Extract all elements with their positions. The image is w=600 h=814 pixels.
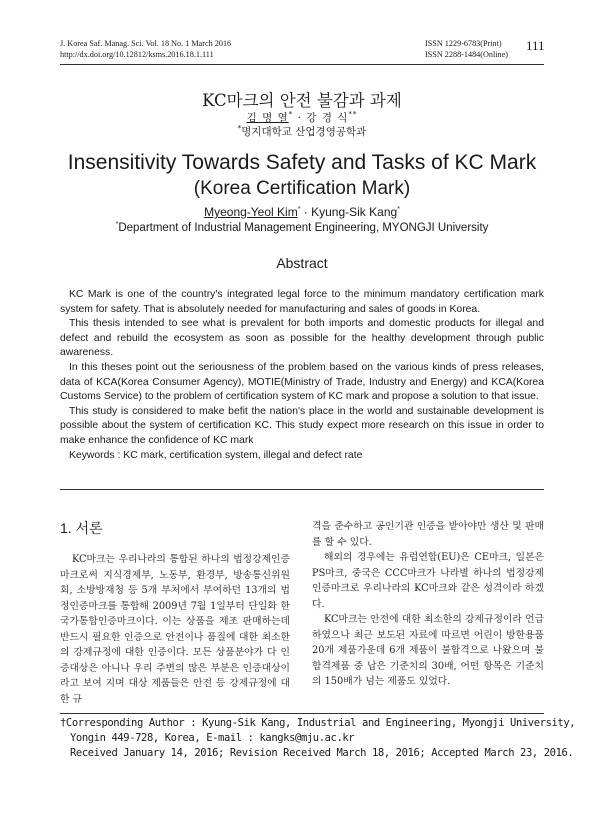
korean-title: KC마크의 안전 불감과 과제 [202,91,402,110]
issn-info [425,38,508,60]
abstract-paragraph: KC Mark is one of the country's integrated legal force to the minimum mandatory certification mark system for safety. That is absolutely needed for manufacturing and sales of goods in Korea. [60,289,544,315]
korean-author-2: 강 경 식 [306,112,349,124]
english-affiliation [60,221,544,234]
body-paragraph: 격을 준수하고 공인기관 인증을 받아야만 생산 및 판매를 할 수 있다. [312,521,544,548]
korean-aff-text: 명지대학교 산업경영공학과 [241,126,367,138]
english-author-2: Kyung-Sik Kang [311,205,398,219]
issn-online: ISSN 2288-1484(Online) [425,50,509,59]
section-heading: 1. 서론 [60,520,103,536]
english-author-2-mark: * [397,206,400,213]
keywords: Keywords : KC mark, certification system, illegal and defect rate [69,449,363,461]
header-rule [60,64,544,65]
abstract-rule [60,489,544,490]
abstract-body [60,288,544,463]
korean-affiliation [60,124,544,139]
korean-author-sep: · [297,112,302,124]
abstract-heading: Abstract [276,255,328,271]
korean-aff-mark: * [237,124,242,133]
english-authors [60,205,544,219]
abstract-paragraph: This study is considered to make befit the nation's place in the world and sustainable development is possible about the system of certification KC. This study expect more research on this issue in order to make enhance the confidence of KC mark [60,405,544,446]
english-author-sep: · [300,205,312,219]
english-title-line-1: Insensitivity Towards Safety and Tasks of KC Mark [67,151,537,174]
english-title-line-2: (Korea Certification Mark) [193,178,411,199]
korean-author-2-mark: ** [348,110,358,119]
issn-print: ISSN 1229-6783(Print) [425,39,502,48]
author-address: Yongin 449-728, Korea, E-mail : kangks@mju.ac.kr [70,732,355,744]
journal-info [60,38,231,60]
footnote-rule [60,713,544,714]
english-author-1: Myeong-Yeol Kim [204,205,298,219]
korean-author-1: 김 명 열 [246,112,289,124]
korean-author-1-mark: * [288,110,294,119]
corresponding-author: †Corresponding Author : Kyung-Sik Kang, Industrial and Engineering, Myongji University, [60,717,576,729]
body-right-column [312,519,544,690]
received-dates: Received January 14, 2016; Revision Received March 18, 2016; Accepted March 23, 2016. [70,747,574,759]
english-author-1-mark: * [297,206,301,213]
body-paragraph: KC마크는 안전에 대한 최소한의 강제규정이라 언급하였으나 최근 보도된 자료에 따르면 어린이 방한용품 20개 제품가운데 6개 제품이 불합격으로 나왔으며 불합격제품 중 납은 기준치의 30배, 어떤 항목은 기준치의 150배가 넘는 제품도 있었다. [312,614,544,687]
footnote [60,716,576,761]
english-aff-text: Department of Industrial Management Engineering, MYONGJI University [118,221,489,234]
journal-citation: J. Korea Saf. Manag. Sci. Vol. 18 No. 1 March 2016 [60,39,232,48]
body-paragraph: KC마크는 우리나라의 통합된 하나의 법정강제인증 마크로써 지식경제부, 노동부, 환경부, 방송통신위원회, 소방방재청 등 5개 부처에서 부여하던 13개의 법정인증마크를 통합해 2009년 7월 1일부터 단일화 한 국가통합인증마크이다. 이는 상품을 제조 판매하는데 반드시 필요한 인증으로 안전이나 품질에 대한 최소한의 강제규정에 대한 인증이다. 모든 상품분야가 다 인증대상은 아니나 우리 주변의 많은 부분은 인증대상이라고 보여 지며 대상 제품들은 안전 등 강제규정에 대한 규 [60,554,290,705]
abstract-paragraph: This thesis intended to see what is prevalent for both imports and domestic products for illegal and defect and rebuild the ecosystem as soon as possible for the healthy development through public awareness. [60,318,544,359]
body-paragraph: 해외의 경우에는 유럽연합(EU)은 CE마크, 일본은 PS마크, 중국은 CCC마크가 나라별 하나의 법정강제인증마크로 우리나라의 KC마크와 같은 성격이라 하겠다. [312,552,544,610]
body-left-column [60,552,290,707]
doi-link[interactable]: http://dx.doi.org/10.12812/ksms.2016.18.1.111 [60,50,214,59]
page-number: 111 [526,38,545,53]
abstract-paragraph: In this theses point out the seriousness of the problem based on the various kinds of press releases, data of KCA(Korea Consumer Agency), MOTIE(Ministry of Trade, Industry and Energy) and KCA(Korea Customs Service) to the problem of certification system of KC mark and propose a solution to that issue. [60,361,544,403]
english-aff-mark: * [115,221,119,228]
korean-authors [60,110,544,125]
